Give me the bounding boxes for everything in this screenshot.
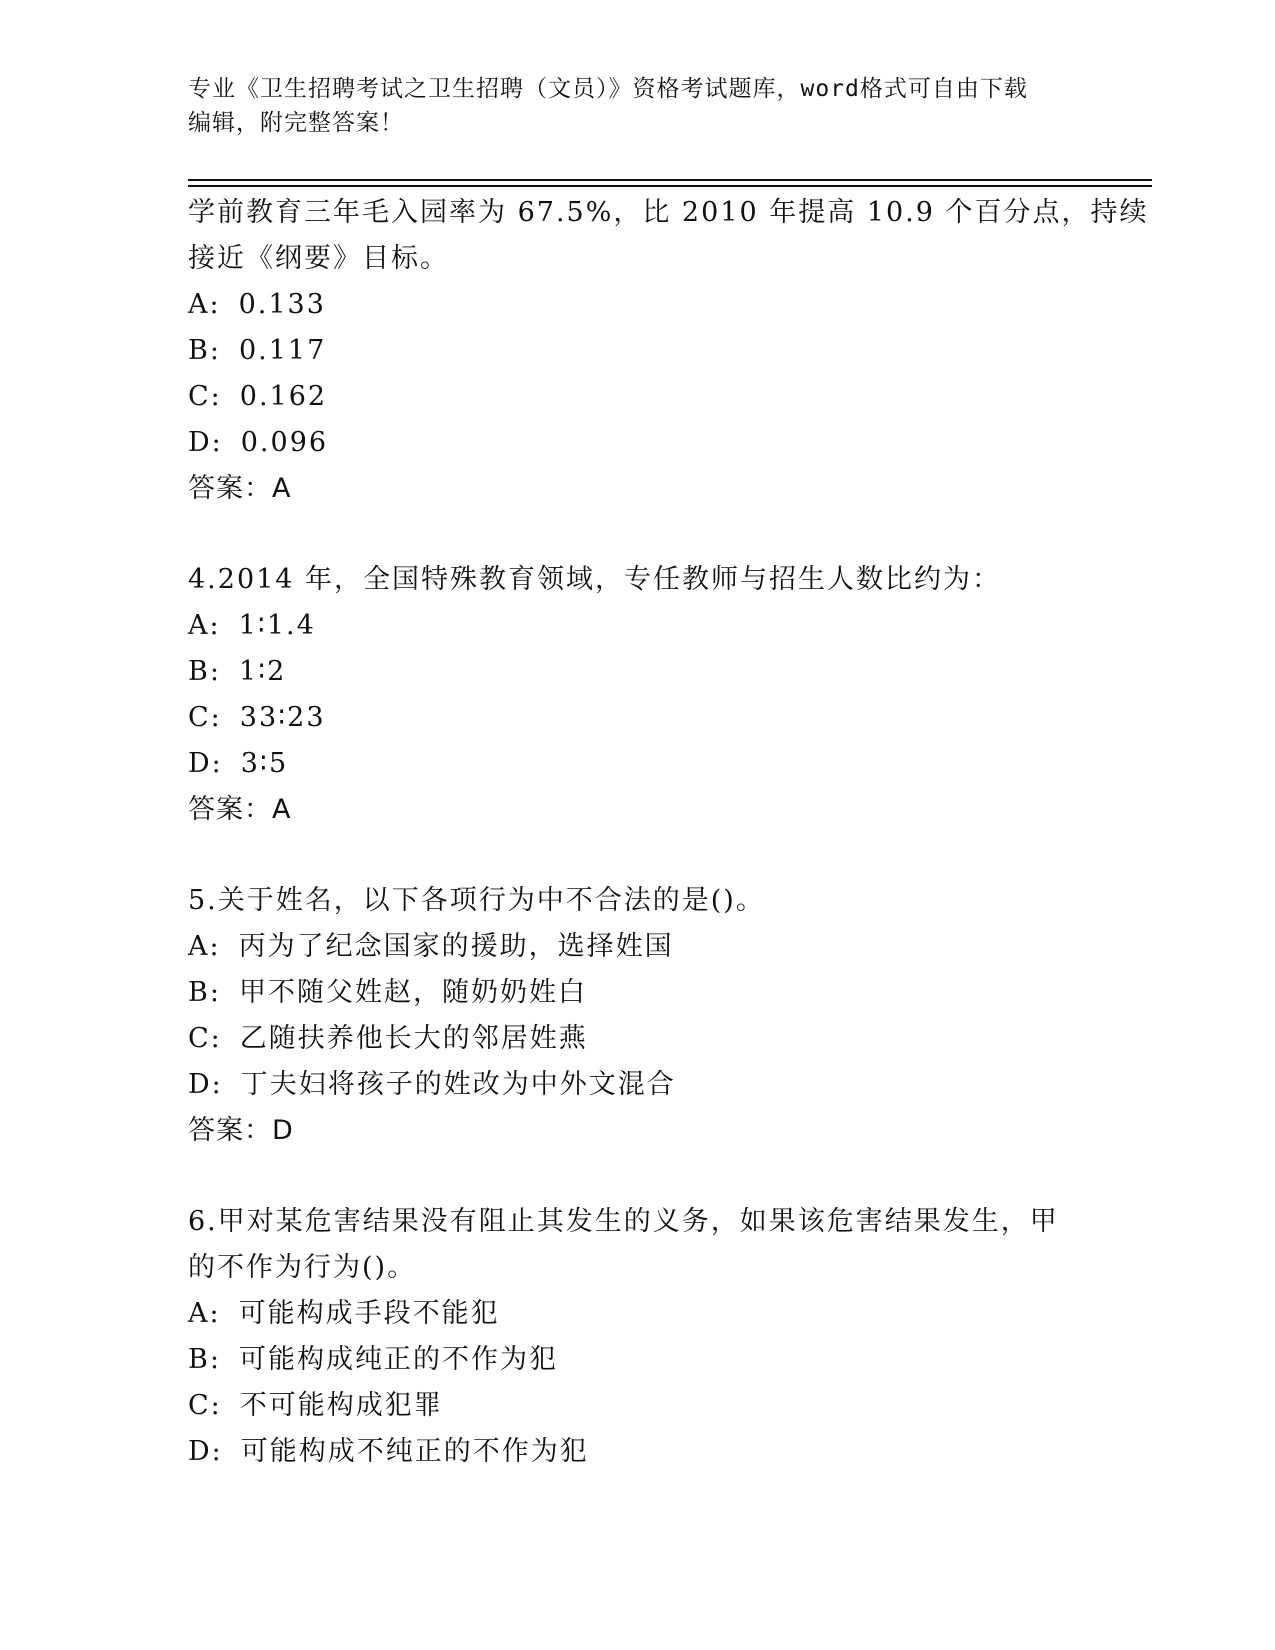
option-letter: C: xyxy=(188,702,222,733)
question-stem: 学前教育三年毛入园率为 67.5%，比 2010 年提高 10.9 个百分点，持续 xyxy=(188,197,1149,228)
option-b xyxy=(188,649,1088,695)
option-a xyxy=(188,282,1088,328)
option-text: 丙为了纪念国家的援助，选择姓国 xyxy=(238,931,674,962)
option-text: 1∶2 xyxy=(238,656,287,687)
option-a xyxy=(188,1291,1088,1337)
option-letter: C: xyxy=(188,1390,222,1421)
option-letter: A: xyxy=(188,289,221,320)
option-letter: D: xyxy=(188,427,223,458)
header-divider-top xyxy=(188,179,1152,181)
option-b xyxy=(188,970,1088,1016)
option-text: 3∶5 xyxy=(240,748,289,779)
option-c xyxy=(188,1383,1088,1429)
option-letter: D: xyxy=(188,748,223,779)
option-letter: C: xyxy=(188,1023,222,1054)
question-list xyxy=(188,190,1149,1475)
question-stem: 的不作为行为()。 xyxy=(188,1252,417,1283)
answer-line: 答案：D xyxy=(188,1115,294,1146)
option-a xyxy=(188,603,1088,649)
question-gap xyxy=(188,1154,1088,1199)
option-letter: B: xyxy=(188,335,221,366)
option-d xyxy=(188,1429,1088,1475)
header-line-2: 编辑，附完整答案！ xyxy=(188,110,404,136)
option-letter: B: xyxy=(188,656,221,687)
question-stem: 5.关于姓名，以下各项行为中不合法的是()。 xyxy=(188,885,765,916)
header-line-1: 专业《卫生招聘考试之卫生招聘（文员）》资格考试题库，word格式可自由下载 xyxy=(188,76,1028,102)
option-text: 不可能构成犯罪 xyxy=(239,1390,443,1421)
option-d xyxy=(188,741,1088,787)
option-text: 0.117 xyxy=(238,335,327,366)
option-letter: A: xyxy=(188,1298,221,1329)
option-letter: A: xyxy=(188,610,221,641)
question-gap xyxy=(188,833,1088,878)
option-letter: B: xyxy=(188,1344,221,1375)
option-letter: D: xyxy=(188,1069,223,1100)
option-text: 乙随扶养他长大的邻居姓燕 xyxy=(239,1023,588,1054)
option-d xyxy=(188,420,1088,466)
question-stem: 4.2014 年，全国特殊教育领域，专任教师与招生人数比约为： xyxy=(188,564,1002,595)
document-header xyxy=(188,72,1088,140)
option-text: 可能构成纯正的不作为犯 xyxy=(238,1344,558,1375)
question-gap xyxy=(188,512,1088,557)
option-letter: D: xyxy=(188,1436,223,1467)
option-text: 可能构成手段不能犯 xyxy=(238,1298,500,1329)
option-c xyxy=(188,374,1088,420)
question-5 xyxy=(188,878,1088,1154)
option-c xyxy=(188,1016,1088,1062)
answer-line: 答案：A xyxy=(188,794,292,825)
question-stem: 接近《纲要》目标。 xyxy=(188,243,449,274)
option-b xyxy=(188,1337,1088,1383)
option-text: 0.162 xyxy=(239,381,328,412)
option-text: 33∶23 xyxy=(239,702,326,733)
option-c xyxy=(188,695,1088,741)
option-text: 0.096 xyxy=(240,427,329,458)
option-letter: C: xyxy=(188,381,222,412)
option-d xyxy=(188,1062,1088,1108)
option-text: 可能构成不纯正的不作为犯 xyxy=(240,1436,589,1467)
option-text: 丁夫妇将孩子的姓改为中外文混合 xyxy=(240,1069,676,1100)
option-b xyxy=(188,328,1088,374)
question-4 xyxy=(188,557,1088,833)
option-text: 甲不随父姓赵，随奶奶姓白 xyxy=(238,977,587,1008)
option-text: 1∶1.4 xyxy=(238,610,316,641)
option-letter: B: xyxy=(188,977,221,1008)
option-text: 0.133 xyxy=(238,289,326,320)
question-6 xyxy=(188,1199,1088,1475)
option-letter: A: xyxy=(188,931,221,962)
header-divider-bottom xyxy=(188,185,1152,187)
question-stem: 6.甲对某危害结果没有阻止其发生的义务，如果该危害结果发生，甲 xyxy=(188,1206,1059,1237)
question-3 xyxy=(188,190,1149,512)
answer-line: 答案：A xyxy=(188,473,292,504)
option-a xyxy=(188,924,1088,970)
